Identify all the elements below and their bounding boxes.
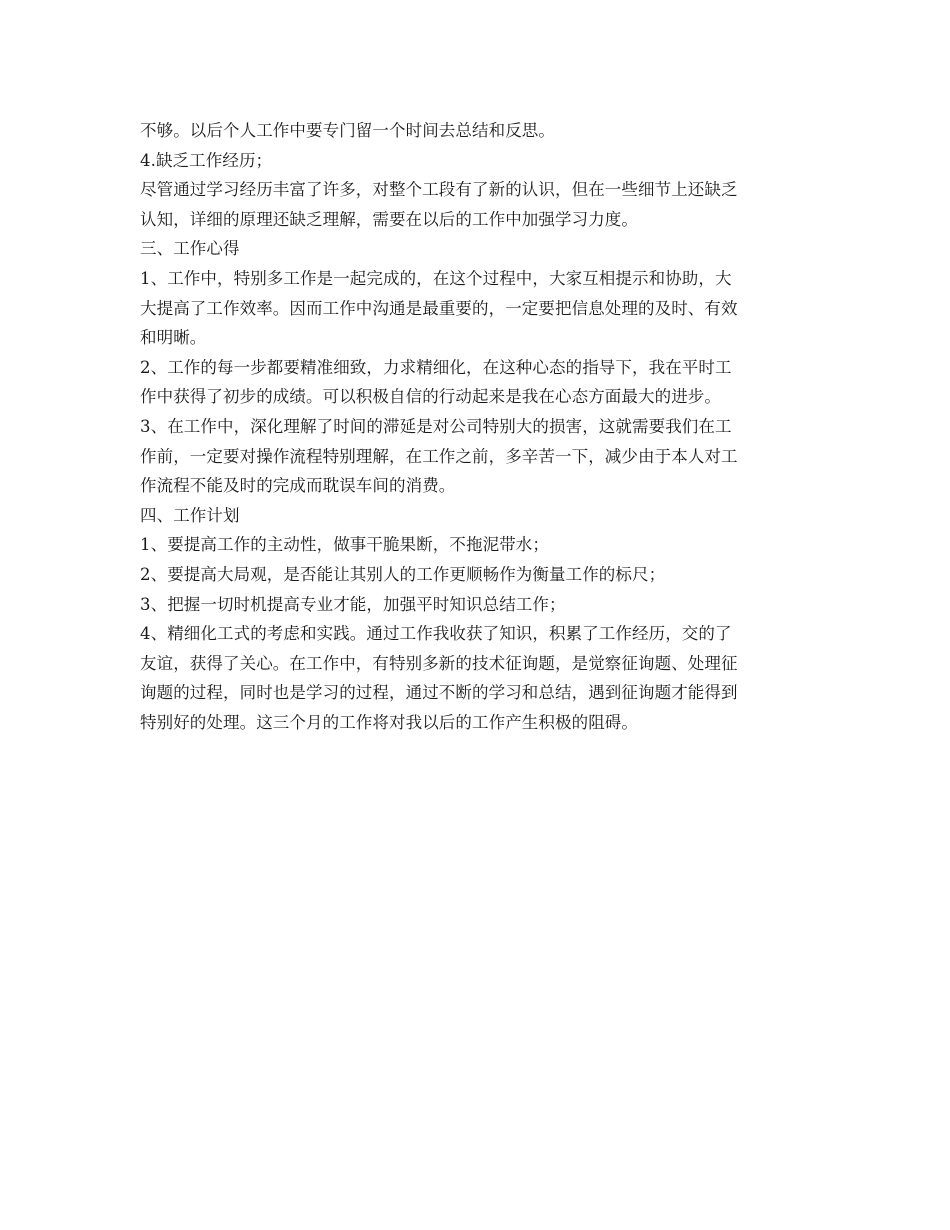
text-line: 1、要提高工作的主动性，做事干脆果断，不拖泥带水；	[140, 535, 549, 555]
list-item	[140, 619, 812, 737]
text-line: 认知，详细的原理还缺乏理解，需要在以后的工作中加强学习力度。	[140, 209, 638, 229]
text-line: 4.缺乏工作经历；	[140, 150, 273, 170]
text-line: 3、在工作中，深化理解了时间的滞延是对公司特别大的损害，这就需要我们在工	[140, 416, 732, 436]
text-line: 友谊，获得了关心。在工作中，有特别多新的技术征询题，是觉察征询题、处理征	[140, 653, 738, 673]
paragraph	[140, 175, 812, 234]
paragraph	[140, 264, 812, 353]
text-line: 询题的过程，同时也是学习的过程，通过不断的学习和总结，遇到征询题才能得到	[140, 683, 738, 703]
section-heading	[140, 234, 812, 264]
paragraph	[140, 353, 812, 412]
document-body	[140, 116, 812, 737]
paragraph	[140, 116, 812, 146]
text-line: 作前，一定要对操作流程特别理解，在工作之前，多辛苦一下，减少由于本人对工	[140, 446, 738, 466]
text-line: 作中获得了初步的成绩。可以积极自信的行动起来是我在心态方面最大的进步。	[140, 387, 721, 407]
text-line: 尽管通过学习经历丰富了许多，对整个工段有了新的认识，但在一些细节上还缺乏	[140, 180, 738, 200]
list-heading	[140, 146, 812, 176]
text-line: 大提高了工作效率。因而工作中沟通是最重要的，一定要把信息处理的及时、有效	[140, 298, 738, 318]
text-line: 4、精细化工式的考虑和实践。通过工作我收获了知识，积累了工作经历，交的了	[140, 624, 732, 644]
list-item	[140, 530, 812, 560]
text-line: 三、工作心得	[140, 239, 240, 259]
text-line: 1、工作中，特别多工作是一起完成的，在这个过程中，大家互相提示和协助，大	[140, 268, 732, 288]
list-item	[140, 590, 812, 620]
text-line: 特别好的处理。这三个月的工作将对我以后的工作产生积极的阻碍。	[140, 712, 638, 732]
text-line: 四、工作计划	[140, 505, 240, 525]
text-line: 3、把握一切时机提高专业才能，加强平时知识总结工作；	[140, 594, 566, 614]
section-heading	[140, 501, 812, 531]
text-line: 和明晰。	[140, 328, 207, 348]
text-line: 不够。以后个人工作中要专门留一个时间去总结和反思。	[140, 121, 555, 140]
text-line: 作流程不能及时的完成而耽误车间的消费。	[140, 476, 456, 496]
paragraph	[140, 412, 812, 501]
list-item	[140, 560, 812, 590]
text-line: 2、工作的每一步都要精准细致，力求精细化，在这种心态的指导下，我在平时工	[140, 357, 732, 377]
text-line: 2、要提高大局观，是否能让其别人的工作更顺畅作为衡量工作的标尺；	[140, 564, 666, 584]
